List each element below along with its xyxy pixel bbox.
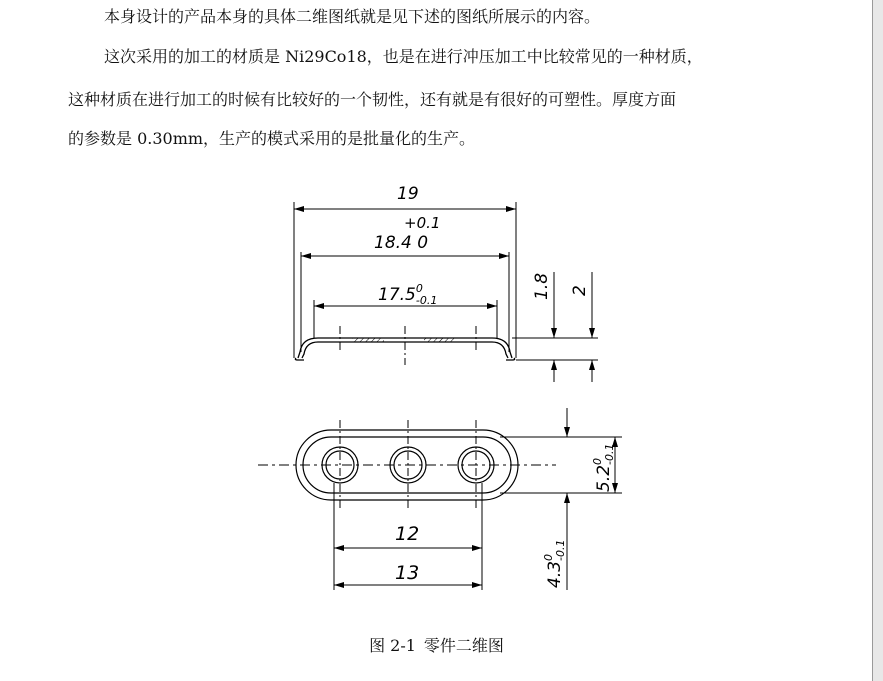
part-drawing [240,178,640,598]
figure-title: 零件二维图 [423,636,504,655]
dim-width-sub: -0.1 [603,443,616,465]
paragraph-2-line-2: 这种材质在进行加工的时候有比较好的一个韧性，还有就是有很好的可塑性。厚度方面 [68,90,677,109]
dim-slot-sup: 0 [542,553,555,561]
dim-width-main: 5.2 [594,464,614,492]
paragraph-1: 本身设计的产品本身的具体二维图纸就是见下述的图纸所展示的内容。 [104,7,601,26]
dim-slot-main: 4.3 [545,560,565,588]
dim-flat-length-sub: -0.1 [415,294,438,307]
dim-overall-length: 19 [397,184,419,204]
dim-hole-pitch: 12 [395,523,420,545]
dim-hole-span: 13 [395,562,420,584]
paragraph-2-line-3: 的参数是 0.30mm，生产的模式采用的是批量化的生产。 [68,129,476,148]
dim-height-inner: 1.8 [532,272,552,300]
dim-slot-sub: -0.1 [554,539,567,561]
top-view [258,408,622,590]
dim-width-sup: 0 [591,457,604,465]
dim-slot [542,539,567,588]
dim-inner-length: 18.4 0 [374,233,429,253]
figure-label: 图 2-1 [369,636,416,655]
dim-flat-length-sup: 0 [415,282,423,295]
dim-width [591,443,616,492]
side-view [294,202,598,382]
dim-tolerance-upper: +0.1 [404,214,441,232]
dim-flat-length [378,282,437,307]
dim-height-outer: 2 [570,285,590,296]
page-edge [872,0,883,681]
dim-flat-length-main: 17.5 [378,285,416,305]
paragraph-2-line-1: 这次采用的加工的材质是 Ni29Co18，也是在进行冲压加工中比较常见的一种材质， [104,47,703,66]
figure-caption [0,633,873,656]
